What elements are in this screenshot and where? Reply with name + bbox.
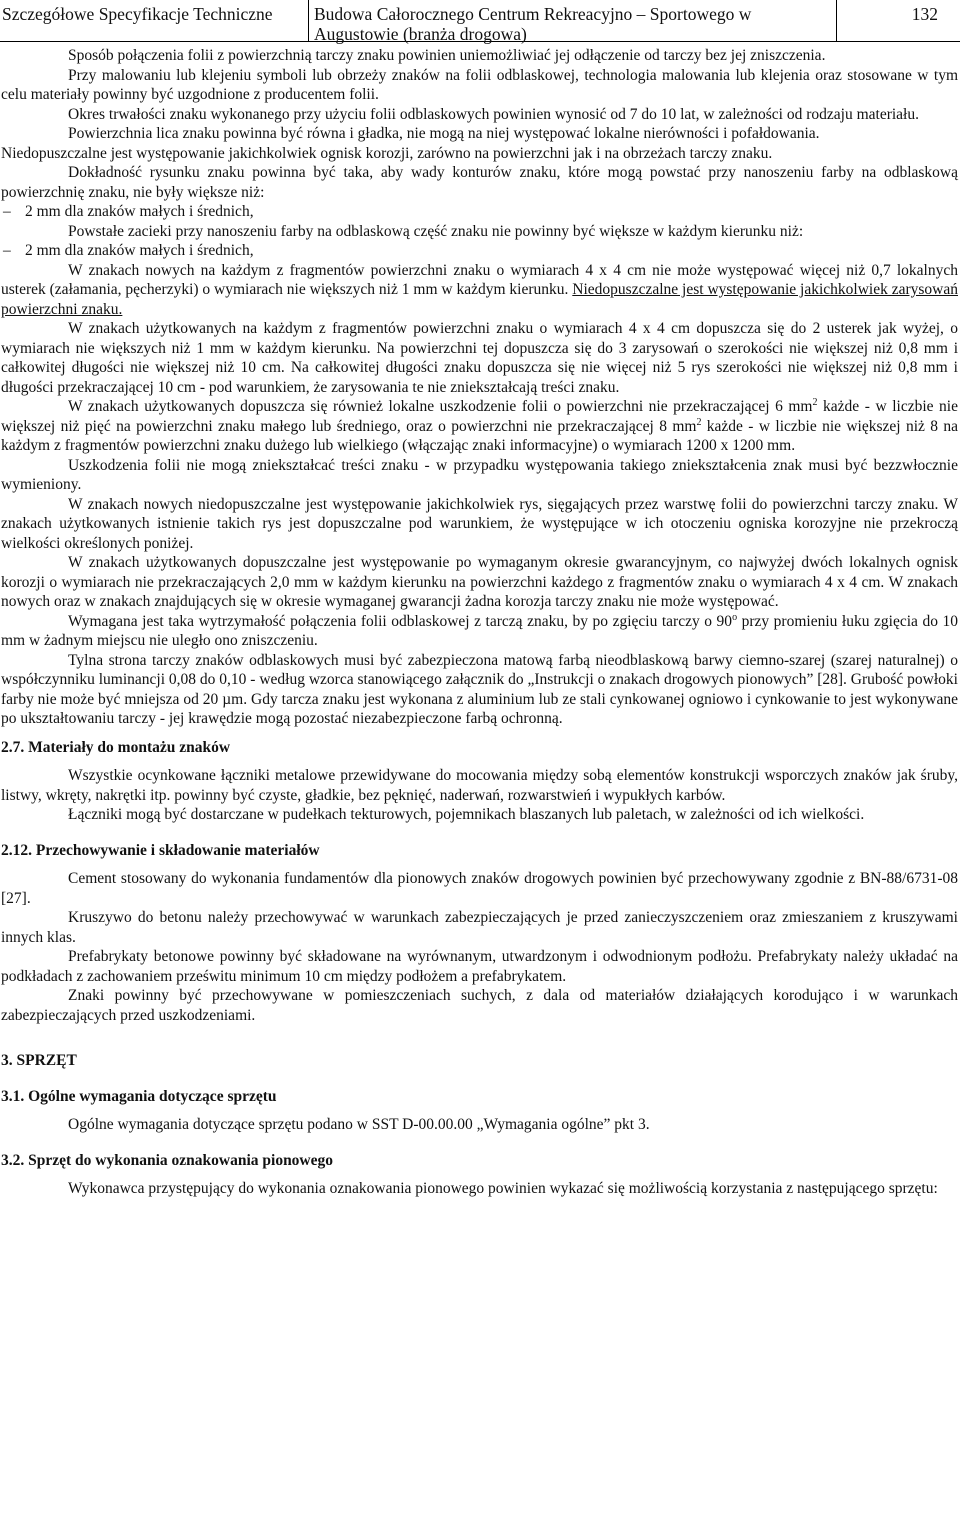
header-divider xyxy=(836,0,837,42)
paragraph: Uszkodzenia folii nie mogą zniekształcać treści znaku - w przypadku występowania takiego zniekształcenia znak musi być bezzwłocznie wymieniony. xyxy=(1,456,958,493)
paragraph: Ogólne wymagania dotyczące sprzętu podano w SST D-00.00.00 „Wymagania ogólne” pkt 3. xyxy=(68,1116,650,1133)
superscript: o xyxy=(732,611,738,623)
paragraph: Niedopuszczalne jest występowanie jakichkolwiek ognisk korozji, zarówno na powierzchni jak i na obrzeżach tarczy znaku. xyxy=(1,144,773,162)
paragraph: Cement stosowany do wykonania fundamentów dla pionowych znaków drogowych powinien być przechowywany zgodnie z BN-88/6731-08 [27]. xyxy=(1,870,958,907)
page-header xyxy=(0,0,960,42)
paragraph xyxy=(1,261,958,320)
paragraph: Powierzchnia lica znaku powinna być równa i gładka, nie mogą na niej występować lokalne nierówności i pofałdowania. xyxy=(68,125,820,142)
paragraph: Kruszywo do betonu należy przechowywać w warunkach zabezpieczających je przed zanieczyszczeniem oraz zmieszaniem z kruszywami innych klas. xyxy=(1,909,958,946)
document-body xyxy=(1,46,958,1199)
list-item: – 2 mm dla znaków małych i średnich, xyxy=(1,202,958,222)
section-heading: 3. SPRZĘT xyxy=(1,1052,77,1069)
paragraph-text: przy promieniu łuku zgięcia do 10 mm w żadnym miejscu nie uległo ono zniszczeniu. xyxy=(1,612,958,649)
paragraph: W znakach nowych niedopuszczalne jest występowanie jakichkolwiek rys, sięgających przez warstwę folii do powierzchni tarczy znaku. W znakach użytkowanych istnienie takich rys jest dopuszczalne pod warunkiem, że występujące w ich otoczeniu ogniska korozyjne nie przekroczą wielkości określonych poniżej. xyxy=(1,495,958,552)
paragraph: Powstałe zacieki przy nanoszeniu farby na odblaskową część znaku nie powinny być większe w każdym kierunku niż: xyxy=(68,222,804,240)
paragraph-text: Wymagana jest taka wytrzymałość połączenia folii odblaskowej z tarczą znaku, by po zgięciu tarczy o 90 xyxy=(68,612,733,630)
paragraph-text: każde - w liczbie nie większej niż 8 na każdym z fragmentów powierzchni znaku dużego lub wielkiego (włączając znaki informacyjne) o wymiarach 1200 x 1200 mm. xyxy=(1,417,959,454)
header-left-title: Szczegółowe Specyfikacje Techniczne xyxy=(2,4,273,24)
paragraph: Prefabrykaty betonowe powinny być składowane na wyrównanym, utwardzonym i odwodnionym podłożu. Prefabrykaty należy układać na podkładach z zachowaniem prześwitu minimum 10 cm między podłożem a prefabrykatem. xyxy=(1,948,958,985)
paragraph-text: W znakach nowych na każdym z fragmentów powierzchni znaku o wymiarach 4 x 4 cm nie może występować więcej niż 0,7 lokalnych usterek (załamania, pęcherzyki) o wymiarach nie większych niż 1 mm w każdym kierunku. xyxy=(1,261,958,298)
list-item: – 2 mm dla znaków małych i średnich, xyxy=(1,241,958,261)
paragraph: Znaki powinny być przechowywane w pomieszczeniach suchych, z dala od materiałów działających korodująco i w warunkach zabezpieczających przed uszkodzeniami. xyxy=(1,987,958,1024)
paragraph: Sposób połączenia folii z powierzchnią tarczy znaku powinien uniemożliwiać jej odłączenie od tarczy bez jej zniszczenia. xyxy=(68,47,826,64)
paragraph: Łączniki mogą być dostarczane w pudełkach tekturowych, pojemnikach blaszanych lub paletach, w zależności od ich wielkości. xyxy=(68,806,865,823)
superscript: 2 xyxy=(696,416,702,428)
section-heading: 3.1. Ogólne wymagania dotyczące sprzętu xyxy=(1,1087,277,1105)
paragraph: Wykonawca przystępujący do wykonania oznakowania pionowego powinien wykazać się możliwością korzystania z następującego sprzętu: xyxy=(68,1180,938,1197)
paragraph xyxy=(1,397,958,456)
header-project-title: Budowa Całorocznego Centrum Rekreacyjno – Sportowego w Augustowie (branża drogowa) xyxy=(314,4,752,44)
underlined-text: Niedopuszczalne jest występowanie jakichkolwiek zarysowań powierzchni znaku. xyxy=(1,281,958,318)
header-divider xyxy=(308,0,309,42)
section-heading: 3.2. Sprzęt do wykonania oznakowania pionowego xyxy=(1,1151,334,1169)
paragraph-text: każde - w liczbie nie większej niż pięć na powierzchni znaku małego lub średniego, oraz o powierzchni nie przekraczającej 8 mm xyxy=(1,398,958,435)
paragraph: W znakach użytkowanych dopuszczalne jest występowanie po wymaganym okresie gwarancyjnym, co najwyżej dwóch lokalnych ognisk korozji o wymiarach nie przekraczających 2,0 mm w każdym kierunku na powierzchni każdego z fragmentów znaku o wymiarach 4 x 4 cm. W znakach nowych oraz w znakach znajdujących się w okresie wymaganej gwarancji żadna korozja tarczy znaku nie może występować. xyxy=(1,554,958,610)
section-heading: 2.7. Materiały do montażu znaków xyxy=(1,738,231,756)
page-number: 132 xyxy=(911,4,938,24)
paragraph-text: W znakach użytkowanych dopuszcza się również lokalne uszkodzenie folii o powierzchni nie przekraczającej 6 mm xyxy=(68,398,813,415)
superscript: 2 xyxy=(812,396,818,408)
section-heading: 2.12. Przechowywanie i składowanie materiałów xyxy=(1,841,320,859)
paragraph: W znakach użytkowanych na każdym z fragmentów powierzchni znaku o wymiarach 4 x 4 cm dopuszcza się do 2 usterek jak wyżej, o wymiarach nie większych niż 1 mm w każdym kierunku. Na powierzchni tej dopuszcza się do 3 zarysowań o szerokości nie większej niż 0,8 mm i całkowitej długości nie większej niż 10 cm. Na całkowitej długości znaku dopuszcza się nie więcej niż 5 rys szerokości nie większej niż 0,8 mm i długości przekraczającej 10 cm - pod warunkiem, że zarysowania te nie zniekształcają treści znaku. xyxy=(1,320,958,396)
paragraph: Tylna strona tarczy znaków odblaskowych musi być zabezpieczona matową farbą nieodblaskową barwy ciemno-szarej (szarej naturalnej) o współczynniku luminancji 0,08 do 0,10 - według wzorca stanowiącego załącznik do „Instrukcji o znakach drogowych pionowych” [28]. Grubość powłoki farby nie może być mniejsza od 20 µm. Gdy tarcza znaku jest wykonana z aluminium lub ze stali cynkowanej ogniowo i cynkowanie to jest wykonywane po ukształtowaniu tarczy - jej krawędzie mogą pozostać niezabezpieczone farbą ochronną. xyxy=(1,651,958,727)
paragraph: Okres trwałości znaku wykonanego przy użyciu folii odblaskowych powinien wynosić od 7 do 10 lat, w zależności od rodzaju materiału. xyxy=(68,105,919,123)
paragraph: Dokładność rysunku znaku powinna być taka, aby wady konturów znaku, które mogą powstać przy nanoszeniu farby na odblaskową powierzchnię znaku, nie były większe niż: xyxy=(1,164,958,201)
paragraph xyxy=(1,612,958,651)
paragraph: Przy malowaniu lub klejeniu symboli lub obrzeży znaków na folii odblaskowej, technologia malowania lub klejenia oraz stosowane w tym celu materiały powinny być uzgodnione z producentem folii. xyxy=(1,66,958,103)
paragraph: Wszystkie ocynkowane łączniki metalowe przewidywane do mocowania między sobą elementów konstrukcji wsporczych znaków jak śruby, listwy, wkręty, nakrętki itp. powinny być czyste, gładkie, bez pęknięć, naderwań, rozwarstwień i wypukłych karbów. xyxy=(1,767,958,804)
